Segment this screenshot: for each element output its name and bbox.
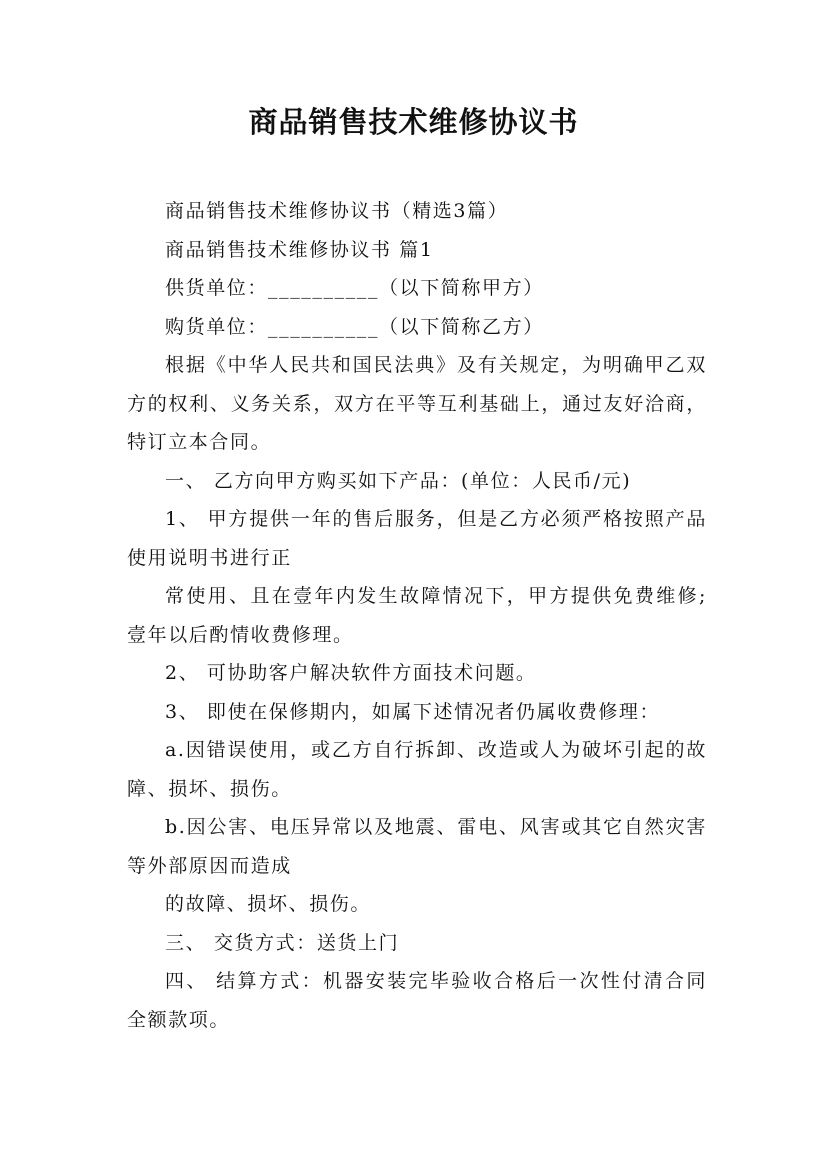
paragraph-item-2: 2、 可协助客户解决软件方面技术问题。 [165,662,537,684]
paragraph-clause-4: 四、 结算方式：机器安装完毕验收合格后一次性付清合同全额款项。 [127,970,707,1031]
paragraph-item-3b-cont: 的故障、损坏、损伤。 [165,893,372,915]
paragraph-item-1-cont: 常使用、且在壹年内发生故障情况下，甲方提供免费维修;壹年以后酌情收费修理。 [127,585,707,646]
paragraph-supplier: 供货单位：__________（以下简称甲方） [165,277,544,299]
paragraph-buyer: 购货单位：__________（以下简称乙方） [165,315,544,338]
paragraph-item-3a: a.因错误使用，或乙方自行拆卸、改造或人为破坏引起的故障、损坏、损伤。 [127,739,707,800]
paragraph-preamble: 根据《中华人民共和国民法典》及有关规定，为明确甲乙双方的权利、义务关系，双方在平等互利基础上，通过友好洽商，特订立本合同。 [127,354,707,453]
paragraph-subtitle: 商品销售技术维修协议书（精选3篇） [165,200,509,222]
document-body [127,192,707,1039]
paragraph-section-heading: 商品销售技术维修协议书 篇1 [165,238,434,261]
paragraph-clause-1: 一、 乙方向甲方购买如下产品：(单位：人民币/元) [165,469,632,492]
paragraph-item-1: 1、 甲方提供一年的售后服务，但是乙方必须严格按照产品使用说明书进行正 [127,508,707,569]
document-title: 商品销售技术维修协议书 [248,105,579,139]
paragraph-clause-3: 三、 交货方式：送货上门 [165,931,400,954]
paragraph-item-3b: b.因公害、电压异常以及地震、雷电、风害或其它自然灾害等外部原因而造成 [127,816,707,877]
paragraph-item-3: 3、 即使在保修期内，如属下述情况者仍属收费修理： [165,700,661,723]
